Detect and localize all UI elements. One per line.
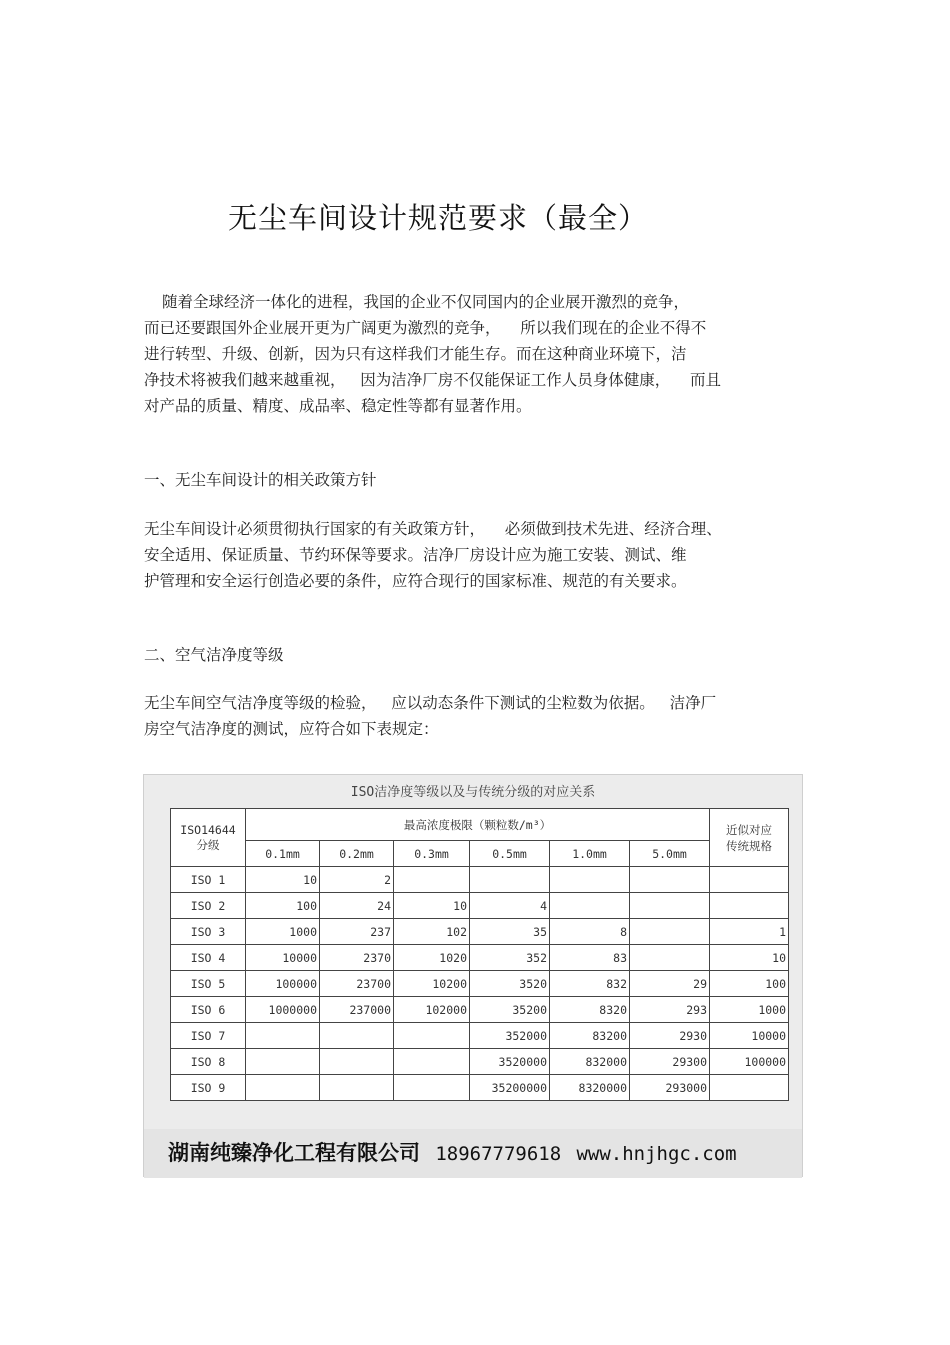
value-cell: 2 bbox=[320, 867, 394, 893]
value-cell: 1 bbox=[710, 919, 789, 945]
group-header-concentration: 最高浓度极限（颗粒数/m³） bbox=[246, 809, 710, 841]
value-cell: 10 bbox=[710, 945, 789, 971]
value-cell: 10 bbox=[394, 893, 470, 919]
value-cell: 29 bbox=[630, 971, 710, 997]
particle-size-header: 0.3mm bbox=[394, 841, 470, 867]
value-cell: 10000 bbox=[710, 1023, 789, 1049]
table-row bbox=[171, 945, 789, 971]
value-cell bbox=[246, 1023, 320, 1049]
table-row bbox=[171, 1023, 789, 1049]
section-2-paragraph bbox=[144, 690, 809, 742]
company-website: www.hnjhgc.com bbox=[576, 1143, 737, 1165]
particle-size-header: 0.1mm bbox=[246, 841, 320, 867]
section-1-paragraph bbox=[144, 516, 809, 594]
value-cell bbox=[394, 1049, 470, 1075]
value-cell: 1000000 bbox=[246, 997, 320, 1023]
table-wrapper bbox=[170, 808, 788, 1101]
iso-class-cell: ISO 1 bbox=[171, 867, 246, 893]
value-cell: 83200 bbox=[550, 1023, 630, 1049]
value-cell: 237000 bbox=[320, 997, 394, 1023]
value-cell: 35 bbox=[470, 919, 550, 945]
value-cell: 4 bbox=[470, 893, 550, 919]
table-row bbox=[171, 867, 789, 893]
value-cell bbox=[470, 867, 550, 893]
table-row bbox=[171, 1075, 789, 1101]
value-cell bbox=[394, 1075, 470, 1101]
company-phone: 18967779618 bbox=[435, 1143, 562, 1165]
intro-line: 进行转型、升级、创新，因为只有这样我们才能生存。而在这种商业环境下，洁 bbox=[144, 345, 687, 363]
col-header-traditional-line1: 近似对应 bbox=[726, 822, 773, 837]
intro-line: 而已还要跟国外企业展开更为广阔更为激烈的竞争， 所以我们现在的企业不得不 bbox=[144, 319, 707, 337]
value-cell: 24 bbox=[320, 893, 394, 919]
value-cell: 832 bbox=[550, 971, 630, 997]
iso-class-cell: ISO 9 bbox=[171, 1075, 246, 1101]
value-cell: 10 bbox=[246, 867, 320, 893]
section-1-line: 无尘车间设计必须贯彻执行国家的有关政策方针， 必须做到技术先进、经济合理、 bbox=[144, 520, 722, 538]
particle-size-header: 0.2mm bbox=[320, 841, 394, 867]
particle-size-header: 5.0mm bbox=[630, 841, 710, 867]
table-row bbox=[171, 997, 789, 1023]
table-row bbox=[171, 1049, 789, 1075]
company-banner-text bbox=[168, 1137, 737, 1167]
particle-size-header: 1.0mm bbox=[550, 841, 630, 867]
table-row bbox=[171, 971, 789, 997]
value-cell bbox=[630, 867, 710, 893]
col-header-iso-line1: ISO14644 bbox=[180, 822, 236, 837]
iso-class-table bbox=[170, 808, 789, 1101]
value-cell: 102000 bbox=[394, 997, 470, 1023]
intro-paragraph bbox=[144, 289, 809, 419]
intro-line: 净技术将被我们越来越重视， 因为洁净厂房不仅能保证工作人员身体健康， 而且 bbox=[144, 371, 721, 389]
value-cell: 35200 bbox=[470, 997, 550, 1023]
value-cell: 100 bbox=[246, 893, 320, 919]
value-cell: 237 bbox=[320, 919, 394, 945]
section-1-line: 护管理和安全运行创造必要的条件，应符合现行的国家标准、规范的有关要求。 bbox=[144, 572, 687, 590]
value-cell: 1020 bbox=[394, 945, 470, 971]
value-cell: 2930 bbox=[630, 1023, 710, 1049]
value-cell bbox=[550, 867, 630, 893]
section-2-heading: 二、空气洁净度等级 bbox=[144, 646, 284, 664]
section-1-heading: 一、无尘车间设计的相关政策方针 bbox=[144, 471, 377, 489]
value-cell: 100000 bbox=[246, 971, 320, 997]
document-title: 无尘车间设计规范要求（最全） bbox=[228, 201, 649, 235]
table-row bbox=[171, 919, 789, 945]
value-cell: 83 bbox=[550, 945, 630, 971]
iso-table-image bbox=[143, 774, 803, 1177]
intro-line: 对产品的质量、精度、成品率、稳定性等都有显著作用。 bbox=[144, 397, 532, 415]
value-cell: 23700 bbox=[320, 971, 394, 997]
value-cell: 352 bbox=[470, 945, 550, 971]
value-cell: 100000 bbox=[710, 1049, 789, 1075]
iso-class-cell: ISO 7 bbox=[171, 1023, 246, 1049]
value-cell: 10200 bbox=[394, 971, 470, 997]
value-cell: 3520 bbox=[470, 971, 550, 997]
value-cell bbox=[710, 893, 789, 919]
value-cell bbox=[394, 867, 470, 893]
value-cell bbox=[630, 919, 710, 945]
value-cell bbox=[550, 893, 630, 919]
company-banner bbox=[144, 1129, 802, 1178]
value-cell bbox=[394, 1023, 470, 1049]
value-cell: 1000 bbox=[246, 919, 320, 945]
value-cell: 832000 bbox=[550, 1049, 630, 1075]
value-cell bbox=[710, 1075, 789, 1101]
value-cell: 100 bbox=[710, 971, 789, 997]
value-cell: 293 bbox=[630, 997, 710, 1023]
value-cell: 1000 bbox=[710, 997, 789, 1023]
value-cell bbox=[246, 1075, 320, 1101]
table-row bbox=[171, 893, 789, 919]
value-cell: 8 bbox=[550, 919, 630, 945]
value-cell: 29300 bbox=[630, 1049, 710, 1075]
company-name: 湖南纯臻净化工程有限公司 bbox=[168, 1141, 420, 1165]
value-cell bbox=[320, 1049, 394, 1075]
value-cell: 102 bbox=[394, 919, 470, 945]
value-cell: 2370 bbox=[320, 945, 394, 971]
value-cell: 10000 bbox=[246, 945, 320, 971]
col-header-traditional-line2: 传统规格 bbox=[726, 838, 773, 853]
value-cell: 3520000 bbox=[470, 1049, 550, 1075]
iso-class-cell: ISO 3 bbox=[171, 919, 246, 945]
iso-class-cell: ISO 6 bbox=[171, 997, 246, 1023]
col-header-iso-class bbox=[171, 809, 246, 867]
particle-size-header-row bbox=[171, 841, 789, 867]
table-body bbox=[171, 867, 789, 1101]
value-cell: 8320 bbox=[550, 997, 630, 1023]
iso-class-cell: ISO 4 bbox=[171, 945, 246, 971]
value-cell: 293000 bbox=[630, 1075, 710, 1101]
value-cell: 8320000 bbox=[550, 1075, 630, 1101]
value-cell bbox=[630, 945, 710, 971]
table-caption: ISO洁净度等级以及与传统分级的对应关系 bbox=[350, 785, 596, 800]
iso-class-cell: ISO 2 bbox=[171, 893, 246, 919]
value-cell: 352000 bbox=[470, 1023, 550, 1049]
section-2-line: 无尘车间空气洁净度等级的检验， 应以动态条件下测试的尘粒数为依据。 洁净厂 bbox=[144, 694, 717, 712]
col-header-traditional bbox=[710, 809, 789, 867]
iso-class-cell: ISO 8 bbox=[171, 1049, 246, 1075]
iso-class-cell: ISO 5 bbox=[171, 971, 246, 997]
value-cell bbox=[246, 1049, 320, 1075]
value-cell bbox=[320, 1075, 394, 1101]
value-cell bbox=[710, 867, 789, 893]
intro-line: 随着全球经济一体化的进程，我国的企业不仅同国内的企业展开激烈的竞争， bbox=[162, 293, 690, 311]
section-1-line: 安全适用、保证质量、节约环保等要求。洁净厂房设计应为施工安装、测试、维 bbox=[144, 546, 687, 564]
col-header-iso-line2: 分级 bbox=[196, 837, 220, 852]
value-cell bbox=[320, 1023, 394, 1049]
value-cell: 35200000 bbox=[470, 1075, 550, 1101]
value-cell bbox=[630, 893, 710, 919]
section-2-line: 房空气洁净度的测试，应符合如下表规定： bbox=[144, 720, 439, 738]
particle-size-header: 0.5mm bbox=[470, 841, 550, 867]
